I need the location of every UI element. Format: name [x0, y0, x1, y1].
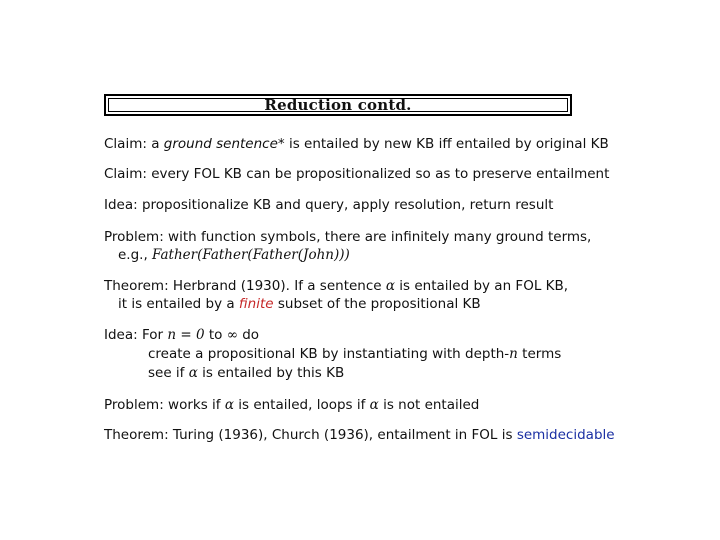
theorem-turing-church: Theorem: Turing (1936), Church (1936), entailment in FOL is semidecidable: [104, 427, 615, 443]
idea-propositionalize: Idea: propositionalize KB and query, apply resolution, return result: [104, 197, 554, 213]
idea-step-create: create a propositional KB by instantiating with depth-n terms: [148, 346, 562, 362]
claim-propositionalize: Claim: every FOL KB can be propositionalized so as to preserve entailment: [104, 166, 610, 182]
example-father-term: e.g., Father(Father(Father(John))): [118, 247, 350, 263]
semidecidable-term: semidecidable: [516, 427, 615, 443]
problem-loops: Problem: works if α is entailed, loops if α is not entailed: [104, 397, 480, 413]
finite-term: finite: [238, 296, 274, 312]
claim-ground-sentence: Claim: a ground sentence* is entailed by new KB iff entailed by original KB: [104, 136, 609, 152]
problem-function-symbols: Problem: with function symbols, there are infinitely many ground terms,: [104, 229, 592, 245]
idea-for-loop: Idea: For n = 0 to ∞ do: [104, 327, 260, 343]
title-frame: [104, 94, 572, 116]
father-term-math: Father(Father(Father(John))): [152, 247, 350, 263]
ground-sentence-term: ground sentence: [163, 136, 278, 152]
slide-title: Reduction contd.: [264, 96, 412, 114]
theorem-herbrand: Theorem: Herbrand (1930). If a sentence α is entailed by an FOL KB,: [104, 278, 569, 294]
idea-step-check: see if α is entailed by this KB: [148, 365, 345, 381]
theorem-herbrand-cont: it is entailed by a finite subset of the propositional KB: [118, 296, 481, 312]
